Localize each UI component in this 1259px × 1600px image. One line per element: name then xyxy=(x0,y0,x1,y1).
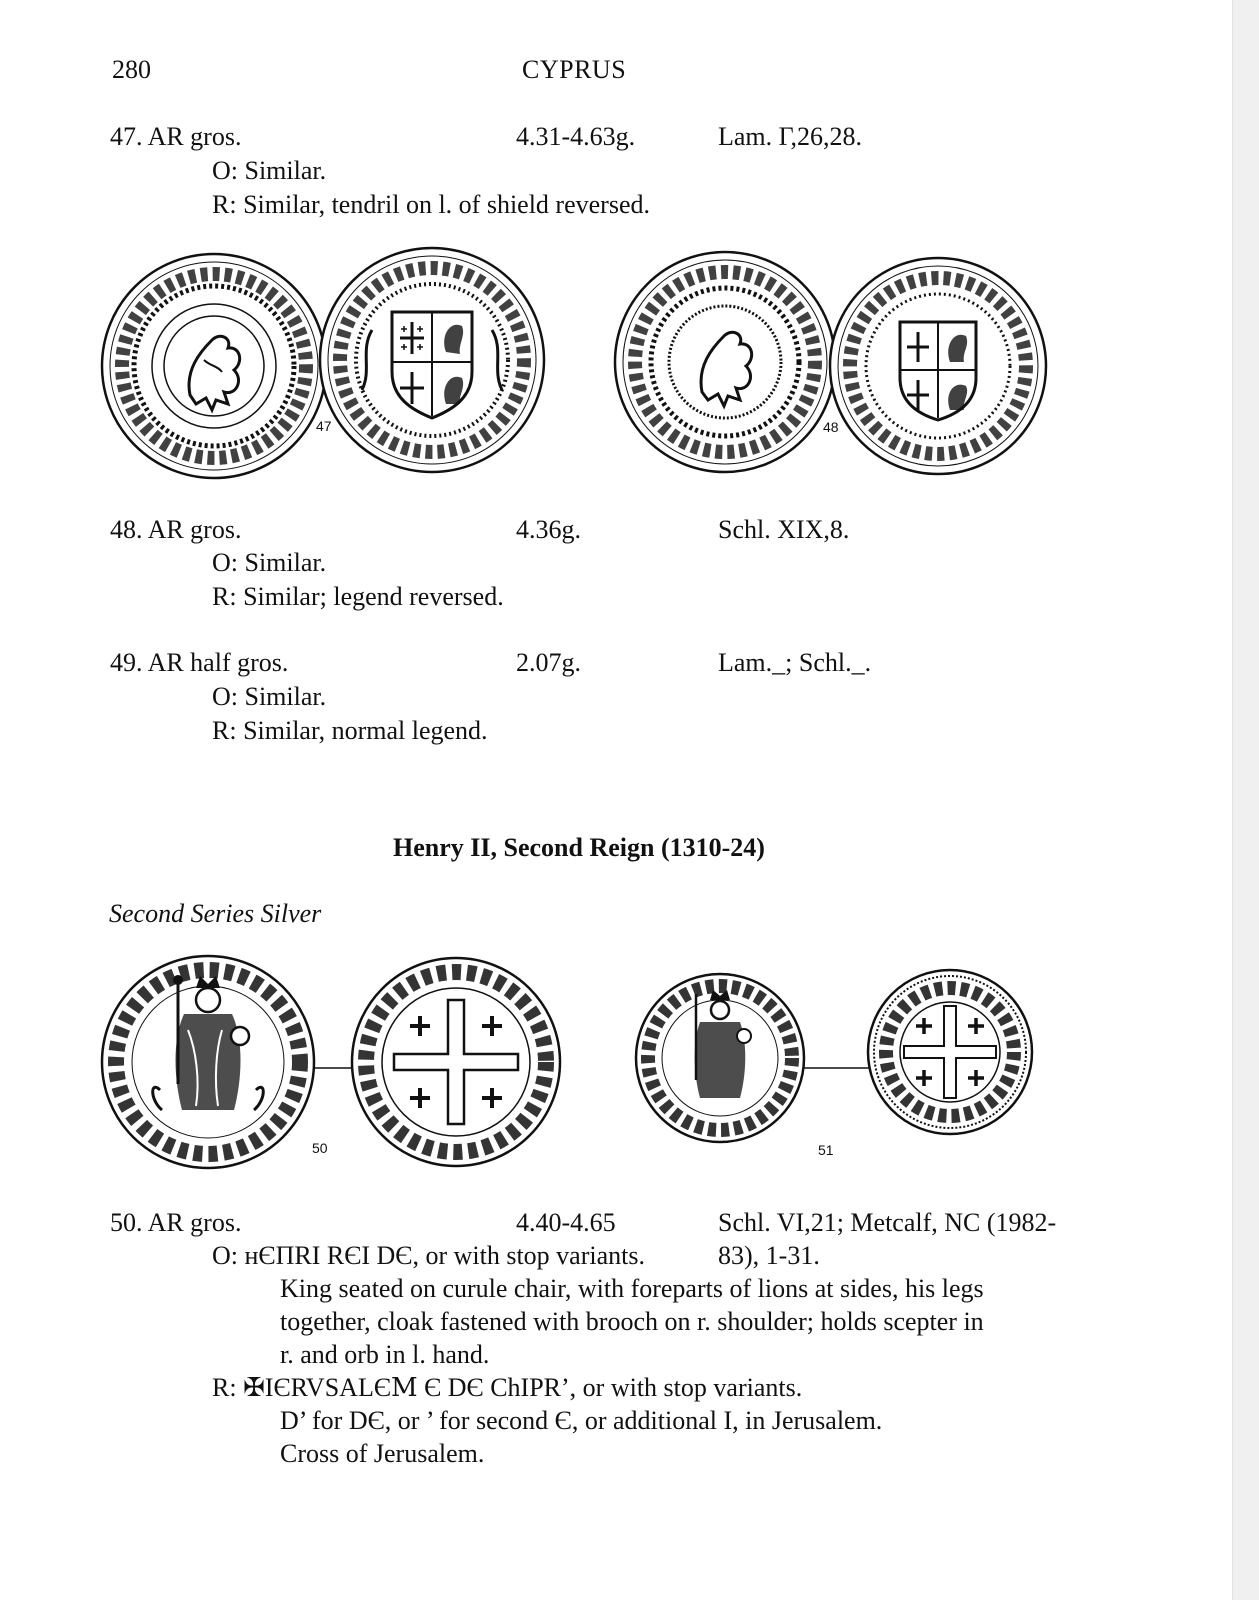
entry-50-reverse-legend: R: ✠IЄRVSALЄⅯ Є DЄ ChIPR’, or with stop variants. xyxy=(212,1373,803,1402)
coin-51-obverse-image xyxy=(636,974,804,1142)
series-subheading: Second Series Silver xyxy=(109,899,322,928)
entry-47-weight: 4.31-4.63g. xyxy=(516,122,636,151)
running-head: CYPRUS xyxy=(522,55,627,84)
entry-47-obverse: O: Similar. xyxy=(212,156,327,185)
entry-50-reverse-description-line: Cross of Jerusalem. xyxy=(280,1439,485,1468)
entry-47-reverse: R: Similar, tendril on l. of shield reversed. xyxy=(212,190,650,219)
entry-50-title: 50. AR gros. xyxy=(110,1208,242,1237)
entry-50-obverse-description-line: King seated on curule chair, with foreparts of lions at sides, his legs xyxy=(280,1274,984,1303)
entry-48-reverse: R: Similar; legend reversed. xyxy=(212,582,504,611)
entry-50-weight: 4.40-4.65 xyxy=(516,1208,616,1237)
page-scrollbar[interactable] xyxy=(1232,0,1259,1600)
entry-48-title: 48. AR gros. xyxy=(110,515,242,544)
entry-50-obverse-description-line: r. and orb in l. hand. xyxy=(280,1340,490,1369)
entry-49-reference: Lam._; Schl._. xyxy=(718,648,872,677)
entry-50-reference-line-2: 83), 1-31. xyxy=(718,1241,820,1270)
entry-50-obverse-description-line: together, cloak fastened with brooch on r. shoulder; holds scepter in xyxy=(280,1307,984,1336)
figure-label-47: 47 xyxy=(316,418,332,434)
entry-49-title: 49. AR half gros. xyxy=(110,648,289,677)
entry-48-weight: 4.36g. xyxy=(516,515,581,544)
entry-49-reverse: R: Similar, normal legend. xyxy=(212,716,488,745)
entry-47-title: 47. AR gros. xyxy=(110,122,242,151)
entry-48-reference: Schl. XIX,8. xyxy=(718,515,850,544)
coin-50-obverse-image xyxy=(102,956,314,1168)
section-heading: Henry II, Second Reign (1310-24) xyxy=(393,833,765,862)
figure-label-48: 48 xyxy=(823,419,839,435)
entry-50-reverse-description-line: D’ for DЄ, or ’ for second Є, or additional I, in Jerusalem. xyxy=(280,1406,883,1435)
entry-47-reference: Lam. Γ,26,28. xyxy=(718,122,863,151)
entry-49-weight: 2.07g. xyxy=(516,648,581,677)
page-number: 280 xyxy=(112,55,151,84)
coin-50-reverse-image xyxy=(352,958,560,1166)
figure-label-51: 51 xyxy=(818,1142,834,1158)
figure-label-50: 50 xyxy=(312,1140,328,1156)
entry-49-obverse: O: Similar. xyxy=(212,682,327,711)
coin-51-reverse-image xyxy=(868,970,1032,1134)
entry-50-obverse-legend: O: ʜЄΠRI RЄI DЄ, or with stop variants. xyxy=(212,1241,645,1270)
entry-50-reference-line-1: Schl. VI,21; Metcalf, NC (1982- xyxy=(718,1208,1057,1237)
entry-48-obverse: O: Similar. xyxy=(212,548,327,577)
